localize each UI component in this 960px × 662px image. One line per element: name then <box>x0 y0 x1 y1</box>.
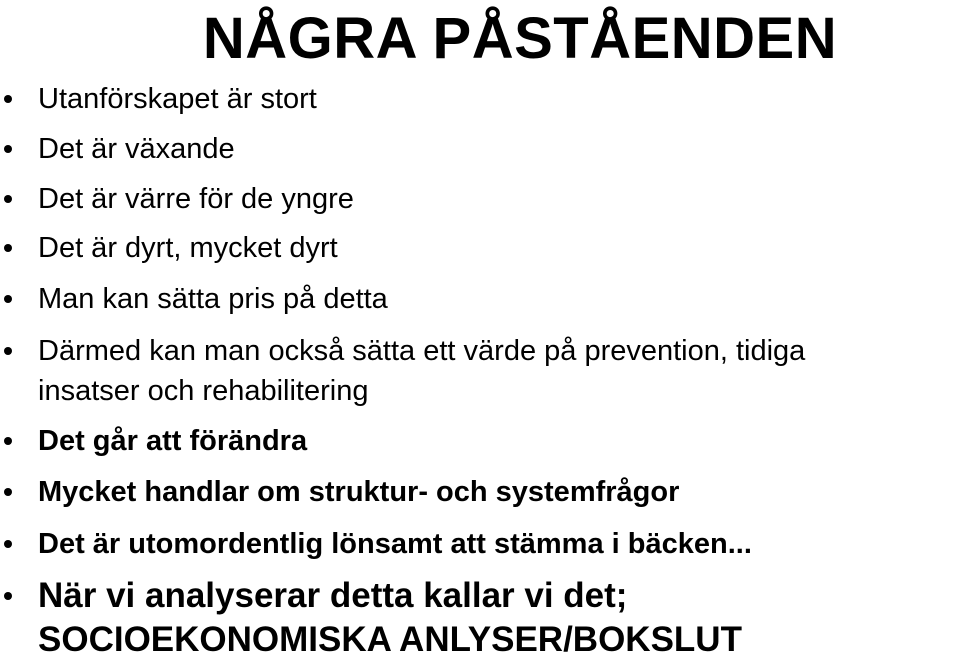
bullet-dot-icon <box>4 95 12 103</box>
bullet-text: Det går att förändra <box>38 425 308 457</box>
bullet-dot-icon <box>4 437 12 445</box>
bullet-text: Utanförskapet är stort <box>38 83 317 115</box>
bullet-dot-icon <box>4 347 12 355</box>
bullet-dot-icon <box>4 488 12 496</box>
slide-title: NÅGRA PÅSTÅENDEN <box>202 6 838 71</box>
bullet-text: Det är utomordentlig lönsamt att stämma i bäcken... <box>38 528 752 560</box>
bullet-text-continuation: insatser och rehabilitering <box>38 375 369 407</box>
bullet-dot-icon <box>4 195 12 203</box>
bullet-text-continuation: SOCIOEKONOMISKA ANLYSER/BOKSLUT <box>38 620 742 659</box>
bullet-text: Man kan sätta pris på detta <box>38 283 388 315</box>
bullet-dot-icon <box>4 540 12 548</box>
bullet-text: Det är värre för de yngre <box>38 183 354 215</box>
bullet-dot-icon <box>4 592 12 600</box>
bullet-text: Mycket handlar om struktur- och systemfrågor <box>38 476 680 508</box>
bullet-dot-icon <box>4 244 12 252</box>
bullet-text: Det är dyrt, mycket dyrt <box>38 232 338 264</box>
bullet-text: När vi analyserar detta kallar vi det; <box>38 576 628 615</box>
bullet-text: Det är växande <box>38 133 235 165</box>
bullet-text: Därmed kan man också sätta ett värde på prevention, tidiga <box>38 335 806 367</box>
bullet-dot-icon <box>4 145 12 153</box>
bullet-dot-icon <box>4 295 12 303</box>
